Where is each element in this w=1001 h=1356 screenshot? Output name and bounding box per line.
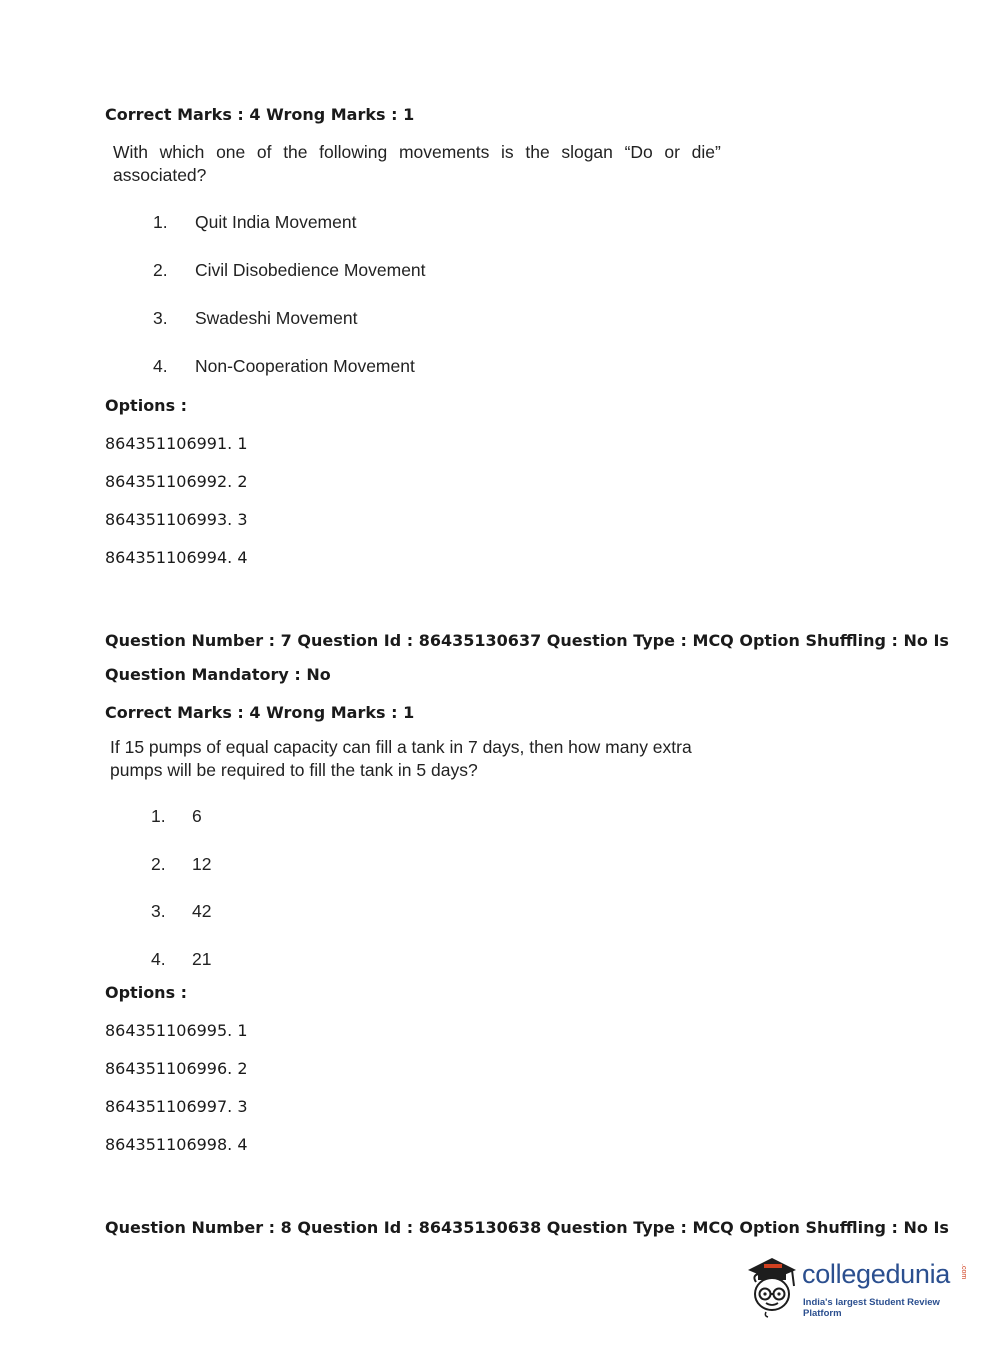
word: movements [398, 142, 490, 162]
word: “Do [624, 142, 653, 162]
choice-number: 3. [151, 901, 166, 921]
choice-text: 42 [192, 901, 212, 921]
word: one [216, 142, 246, 162]
option-id: 864351106995. 1 [105, 1021, 248, 1040]
choice-text: 12 [192, 854, 212, 874]
mascot-icon [742, 1250, 802, 1318]
option-id: 864351106997. 3 [105, 1097, 248, 1116]
choice-text: 21 [192, 949, 212, 969]
question-text-line-1: If 15 pumps of equal capacity can fill a tank in 7 days, then how many extra [110, 737, 692, 757]
choice-number: 1. [153, 212, 168, 232]
question-text-line-2: associated? [113, 165, 207, 185]
word: the [525, 142, 550, 162]
question-text-line-2: pumps will be required to fill the tank in 5 days? [110, 760, 478, 780]
choice-text: 6 [192, 806, 202, 826]
brand-suffix: .com [960, 1264, 967, 1280]
option-id: 864351106994. 4 [105, 548, 248, 567]
choice-number: 4. [153, 356, 168, 376]
question-text-line-1 [113, 142, 721, 163]
marks-line: Correct Marks : 4 Wrong Marks : 1 [105, 703, 415, 722]
option-id: 864351106992. 2 [105, 472, 248, 491]
option-id: 864351106996. 2 [105, 1059, 248, 1078]
choice-number: 4. [151, 949, 166, 969]
word: following [319, 142, 388, 162]
choice-number: 2. [151, 854, 166, 874]
choice-number: 2. [153, 260, 168, 280]
brand-name: collegedunia [802, 1259, 951, 1289]
options-label: Options : [105, 396, 188, 415]
marks-line: Correct Marks : 4 Wrong Marks : 1 [105, 105, 415, 124]
option-id: 864351106991. 1 [105, 434, 248, 453]
word: the [283, 142, 308, 162]
word: of [256, 142, 272, 162]
choice-text: Civil Disobedience Movement [195, 260, 426, 280]
word: is [501, 142, 514, 162]
options-label: Options : [105, 983, 188, 1002]
word: With [113, 142, 148, 162]
choice-number: 3. [153, 308, 168, 328]
brand-tagline: India's largest Student Review Platform [803, 1297, 940, 1319]
choice-text: Swadeshi Movement [195, 308, 358, 328]
collegedunia-logo [742, 1250, 972, 1320]
word: slogan [561, 142, 613, 162]
question-header-line-1: Question Number : 7 Question Id : 86435130637 Question Type : MCQ Option Shuffling : No Is [105, 631, 949, 650]
question-header-line-2: Question Mandatory : No [105, 665, 331, 684]
question-header-line-1: Question Number : 8 Question Id : 86435130638 Question Type : MCQ Option Shuffling : No Is [105, 1218, 949, 1237]
word: or [664, 142, 680, 162]
option-id: 864351106998. 4 [105, 1135, 248, 1154]
choice-text: Quit India Movement [195, 212, 357, 232]
choice-number: 1. [151, 806, 166, 826]
word: die” [691, 142, 721, 162]
option-id: 864351106993. 3 [105, 510, 248, 529]
choice-text: Non-Cooperation Movement [195, 356, 415, 376]
word: which [159, 142, 205, 162]
